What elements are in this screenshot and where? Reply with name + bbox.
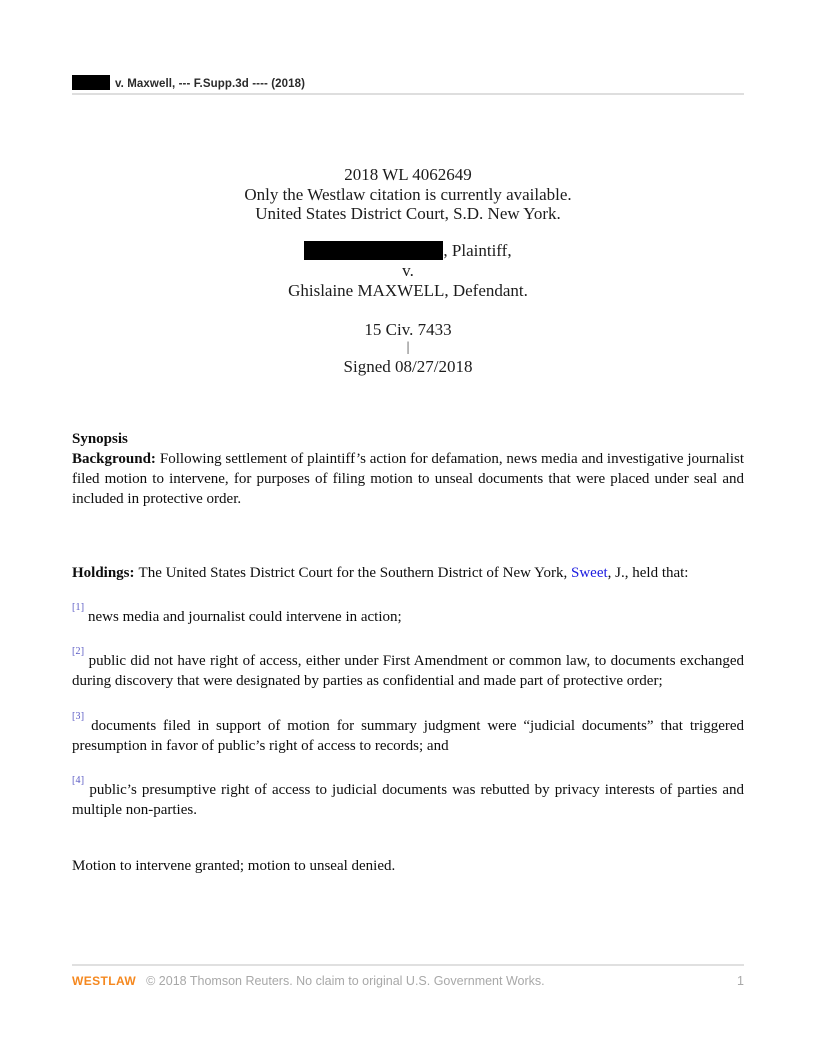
versus-line: v.	[402, 260, 414, 280]
holdings-paragraph	[72, 563, 744, 583]
footer-page-number: 1	[737, 974, 744, 988]
holding-2-text: public did not have right of access, either under First Amendment or common law, to documents exchanged during discovery that were designated by parties as confidential and made part of protective order;	[72, 652, 745, 689]
wl-citation: 2018 WL 4062649	[344, 165, 472, 184]
plaintiff-suffix: , Plaintiff,	[443, 240, 512, 260]
redaction-box-header	[72, 75, 110, 90]
holdings-label: Holdings:	[72, 564, 135, 581]
holding-3-text: documents filed in support of motion for summary judgment were “judicial documents” that triggered presumption in favor of public’s right of access to records; and	[72, 717, 745, 754]
holding-item-4	[72, 776, 744, 820]
docket-number: 15 Civ. 7433	[364, 319, 452, 339]
footer-divider	[72, 964, 744, 966]
footer-row	[72, 974, 744, 988]
disposition-line: Motion to intervene granted; motion to unseal denied.	[72, 857, 396, 874]
plaintiff-line	[72, 241, 744, 261]
holding-item-2	[72, 647, 744, 691]
synopsis-heading	[72, 429, 744, 449]
holding-1-text: news media and journalist could intervene in action;	[88, 608, 402, 625]
judge-sweet-link[interactable]: Sweet	[570, 564, 608, 581]
holding-4-text: public’s presumptive right of access to judicial documents was rebutted by privacy interests of parties and multiple non-parties.	[72, 781, 744, 818]
background-paragraph	[72, 449, 744, 509]
background-label: Background:	[72, 450, 156, 467]
running-header-citation: v. Maxwell, --- F.Supp.3d ---- (2018)	[115, 78, 306, 90]
holding-item-3	[72, 712, 744, 756]
signed-date: Signed 08/27/2018	[343, 357, 473, 376]
redaction-box-plaintiff	[304, 241, 443, 260]
party-caption	[72, 241, 744, 301]
docket-block	[72, 320, 744, 377]
docket-separator: |	[406, 340, 410, 355]
defendant-line: Ghislaine MAXWELL, Defendant.	[288, 280, 528, 300]
synopsis-heading-label: Synopsis	[72, 430, 128, 447]
holding-1-number-link[interactable]: [1]	[72, 602, 85, 613]
holding-2-number-link[interactable]: [2]	[72, 646, 85, 657]
page-footer	[72, 964, 744, 988]
header-divider	[72, 93, 744, 95]
westlaw-logo: WESTLAW	[72, 974, 137, 988]
holdings-intro-tail: , J., held that:	[607, 564, 689, 581]
citation-block	[72, 165, 744, 224]
synopsis-section	[72, 429, 744, 509]
availability-note: Only the Westlaw citation is currently available.	[244, 184, 572, 204]
background-text: Following settlement of plaintiff’s action for defamation, news media and investigative journalist filed motion to intervene, for purposes of filing motion to unseal documents that were placed under seal and included in protective order.	[72, 450, 744, 507]
running-header	[72, 75, 744, 90]
holding-3-number-link[interactable]: [3]	[72, 711, 85, 722]
document-content	[72, 0, 744, 876]
court-name: United States District Court, S.D. New York.	[255, 204, 561, 223]
holding-4-number-link[interactable]: [4]	[72, 775, 85, 786]
holdings-intro-text: The United States District Court for the Southern District of New York,	[138, 564, 568, 581]
footer-copyright: © 2018 Thomson Reuters. No claim to original U.S. Government Works.	[146, 974, 545, 988]
holding-item-1	[72, 603, 744, 627]
